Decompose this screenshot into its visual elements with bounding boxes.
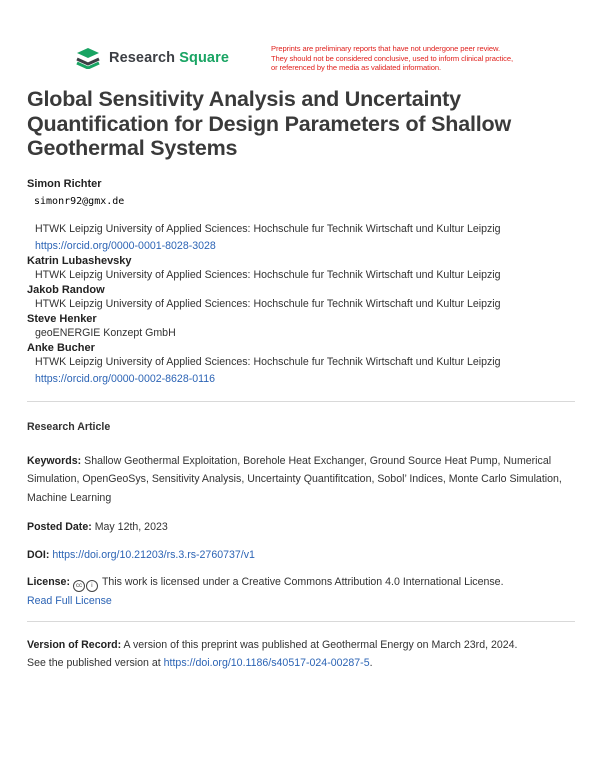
posted-label: Posted Date: [27, 521, 92, 533]
disclaimer-line: Preprints are preliminary reports that have not undergone peer review. [271, 44, 500, 53]
paper-title: Global Sensitivity Analysis and Uncertainty Quantification for Design Parameters of Shallow Geothermal Systems [27, 87, 511, 160]
paper-metadata [27, 178, 575, 673]
divider [27, 401, 575, 402]
author-name: Katrin Lubashevsky [27, 255, 132, 267]
license [27, 573, 575, 611]
vor-text-2: See the published version at [27, 657, 161, 669]
author-affiliation: HTWK Leipzig University of Applied Sciences: Hochschule fur Technik Wirtschaft und Kultur Leipzig [35, 356, 501, 368]
orcid-link[interactable]: https://orcid.org/0000-0002-8628-0116 [35, 373, 216, 385]
author-affiliation: HTWK Leipzig University of Applied Sciences: Hochschule fur Technik Wirtschaft und Kultur Leipzig [35, 298, 501, 310]
disclaimer-line: or referenced by the media as validated information. [271, 63, 441, 72]
author-affiliation: geoENERGIE Konzept GmbH [35, 327, 176, 339]
keywords-text: Shallow Geothermal Exploitation, Borehole Heat Exchanger, Ground Source Heat Pump, Numerical Simulation, OpenGeoSys, Sensitivity Analysis, Uncertainty Quantifitcation, Sobol’ Indices, Monte Carlo Simulation, Machine Learning [27, 454, 562, 504]
author-affiliation: HTWK Leipzig University of Applied Sciences: Hochschule fur Technik Wirtschaft und Kultur Leipzig [35, 269, 501, 281]
vor-text: A version of this preprint was published at Geothermal Energy on March 23rd, 2024. [123, 638, 518, 651]
author-name: Jakob Randow [27, 284, 105, 296]
keywords [27, 452, 575, 508]
version-of-record [27, 636, 575, 673]
article-type: Research Article [27, 421, 111, 433]
license-label: License: [27, 576, 70, 588]
doi-label: DOI: [27, 548, 50, 561]
doi [27, 546, 575, 565]
disclaimer-line: They should not be considered conclusive, used to inform clinical practice, [271, 53, 513, 63]
read-full-license-link[interactable]: Read Full License [27, 595, 112, 607]
logo-wordmark: Research Square [109, 50, 229, 66]
author-name: Anke Bucher [27, 342, 95, 354]
author-affiliation: HTWK Leipzig University of Applied Sciences: Hochschule fur Technik Wirtschaft und Kultur Leipzig [35, 223, 501, 235]
vor-label: Version of Record: [27, 638, 122, 651]
research-square-logo-icon [75, 47, 101, 69]
vor-period: . [369, 657, 373, 669]
author-name: Simon Richter [27, 178, 102, 190]
license-text: This work is licensed under a Creative Commons Attribution 4.0 International License. [101, 576, 504, 588]
posted-date [27, 518, 575, 537]
divider [27, 621, 575, 622]
orcid-link[interactable]: https://orcid.org/0000-0001-8028-3028 [35, 240, 216, 252]
author-email[interactable]: simonr92@gmx.de [34, 196, 125, 207]
research-square-logo[interactable] [75, 47, 229, 69]
posted-date-value: May 12th, 2023 [94, 521, 168, 533]
vor-doi-link[interactable]: https://doi.org/10.1186/s40517-024-00287-5 [163, 657, 370, 669]
author-name: Steve Henker [27, 313, 97, 325]
doi-link[interactable]: https://doi.org/10.21203/rs.3.rs-2760737/v1 [52, 548, 255, 561]
preprint-disclaimer [271, 44, 541, 73]
creative-commons-icon: cc i [73, 580, 99, 592]
keywords-label: Keywords: [27, 454, 82, 467]
